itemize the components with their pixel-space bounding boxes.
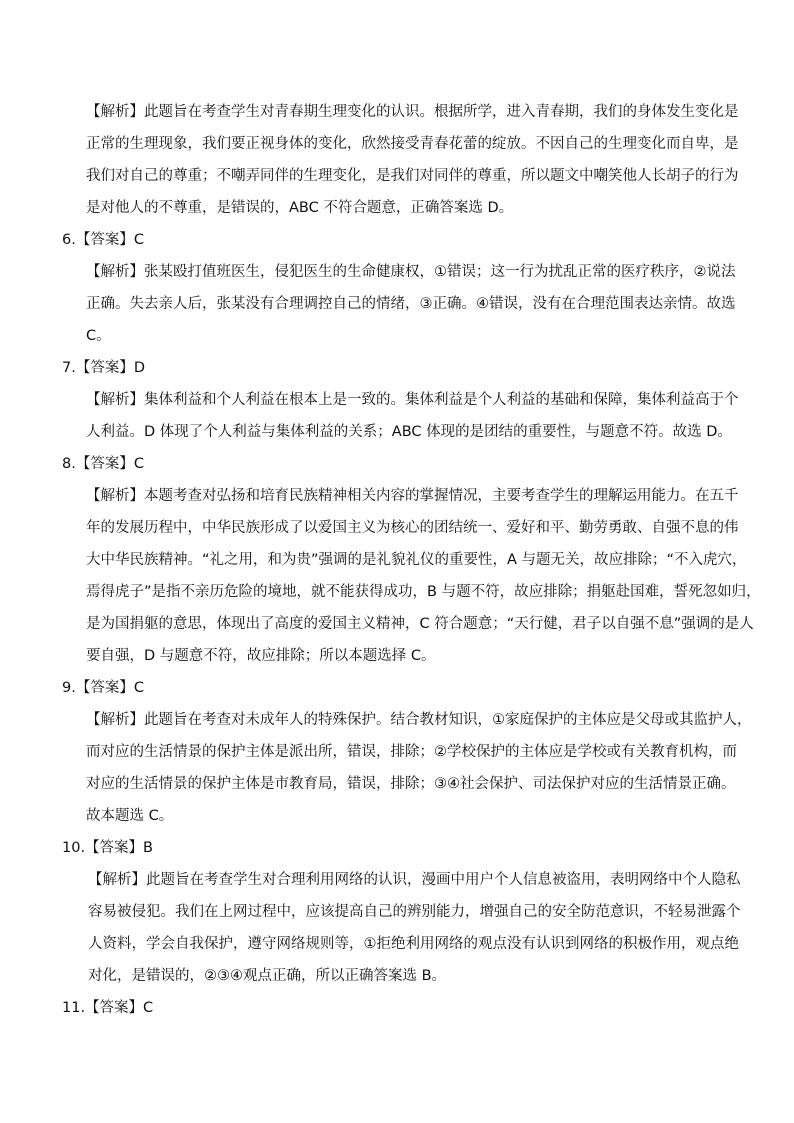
analysis-8-line-2: 年的发展历程中，中华民族形成了以爱国主义为核心的团结统一、爱好和平、勤劳勇敢、自强不息的伟 (86, 520, 739, 536)
analysis-10-line-3: 人资料，学会自我保护，遵守网络规则等，①拒绝利用网络的观点没有认识到网络的积极作用，观点绝 (88, 936, 739, 952)
analysis-5-line-1: 【解析】此题旨在考查学生对青春期生理变化的认识。根据所学，进入青春期，我们的身体发生变化是 (86, 104, 739, 120)
analysis-7-line-1: 【解析】集体利益和个人利益在根本上是一致的。集体利益是个人利益的基础和保障，集体利益高于个 (86, 392, 739, 408)
analysis-9-line-2: 而对应的生活情景的保护主体是派出所，错误，排除；②学校保护的主体应是学校或有关教育机构，而 (86, 744, 737, 760)
analysis-9-line-3: 对应的生活情景的保护主体是市教育局，错误，排除；③④社会保护、司法保护对应的生活情景正确。 (86, 776, 736, 792)
analysis-10-line-4: 对化，是错误的，②③④观点正确，所以正确答案选 B。 (88, 968, 447, 984)
analysis-6-line-1: 【解析】张某殴打值班医生，侵犯医生的生命健康权，①错误；这一行为扰乱正常的医疗秩序，②说法 (86, 264, 736, 280)
analysis-6-line-2: 正确。失去亲人后，张某没有合理调控自己的情绪，③正确。④错误，没有在合理范围表达亲情。故选 (86, 296, 736, 312)
analysis-8-line-5: 是为国捐躯的意思，体现出了高度的爱国主义精神，C 符合题意；“天行健，君子以自强不息”强调的是人 (86, 616, 754, 632)
analysis-8-line-6: 要自强，D 与题意不符，故应排除；所以本题选择 C。 (86, 648, 436, 664)
analysis-9-line-1: 【解析】此题旨在考查对未成年人的特殊保护。结合教材知识，①家庭保护的主体应是父母或其监护人， (86, 712, 752, 728)
analysis-9-line-4: 故本题选 C。 (86, 808, 174, 824)
analysis-10-line-2: 容易被侵犯。我们在上网过程中，应该提高自己的辨别能力，增强自己的安全防范意识，不轻易泄露个 (88, 904, 741, 920)
analysis-5-line-4: 是对他人的不尊重，是错误的，ABC 不符合题意，正确答案选 D。 (86, 200, 514, 216)
answer-11: 11.【答案】C (62, 1000, 154, 1016)
analysis-10-line-1: 【解析】此题旨在考查学生对合理利用网络的认识，漫画中用户个人信息被盗用，表明网络中个人隐私 (88, 872, 741, 888)
analysis-7-line-2: 人利益。D 体现了个人利益与集体利益的关系；ABC 体现的是团结的重要性，与题意不符。故选 D。 (86, 424, 732, 440)
answer-9: 9.【答案】C (62, 680, 144, 696)
analysis-5-line-2: 正常的生理现象，我们要正视身体的变化，欣然接受青春花蕾的绽放。不因自己的生理变化而自卑，是 (86, 136, 739, 152)
analysis-5-line-3: 我们对自己的尊重；不嘲弄同伴的生理变化，是我们对同伴的尊重，所以题文中嘲笑他人长胡子的行为 (86, 168, 739, 184)
analysis-8-line-3: 大中华民族精神。“礼之用，和为贵”强调的是礼貌礼仪的重要性，A 与题无关，故应排除；“不入虎穴， (86, 552, 747, 568)
answer-8: 8.【答案】C (62, 456, 144, 472)
analysis-8-line-1: 【解析】本题考查对弘扬和培育民族精神相关内容的掌握情况，主要考查学生的理解运用能力。在五千 (86, 488, 739, 504)
analysis-6-line-3: C。 (86, 328, 111, 344)
answer-7: 7.【答案】D (62, 360, 145, 376)
answer-10: 10.【答案】B (62, 840, 154, 856)
analysis-8-line-4: 焉得虎子”是指不亲历危险的境地，就不能获得成功，B 与题不符，故应排除；捐躯赴国难，誓死忽如归， (86, 584, 761, 600)
answer-6: 6.【答案】C (62, 232, 144, 248)
